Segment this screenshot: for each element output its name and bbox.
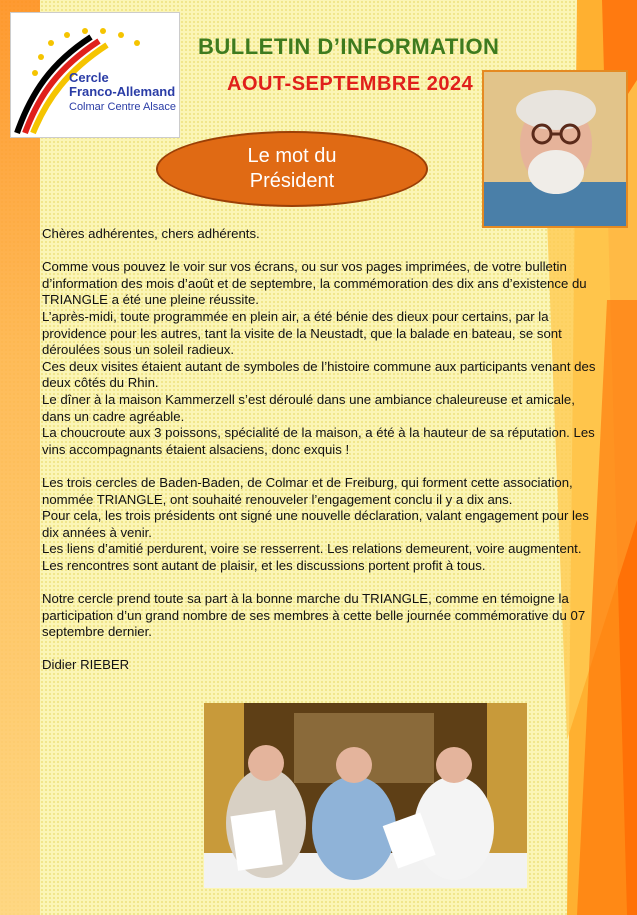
letter-paragraph: La choucroute aux 3 poissons, spécialité de la maison, a été à la hauteur de sa réputation. Les vins accompagnants étaient alsaciens, donc exquis ! xyxy=(42,425,595,457)
bulletin-title: BULLETIN D’INFORMATION xyxy=(198,34,500,59)
letter-paragraph: L’après-midi, toute programmée en plein air, a été bénie des dieux pour certains, par la providence pour les autres, tant la visite de la Neustadt, que la balade en bateau, se sont déroulées sous un soleil radieux. xyxy=(42,308,562,358)
logo-name xyxy=(69,71,175,99)
logo-location: Colmar Centre Alsace xyxy=(69,101,176,113)
section-heading xyxy=(156,131,428,207)
president-portrait xyxy=(482,70,628,228)
signing-photo-image xyxy=(204,703,527,888)
letter-paragraph: Le dîner à la maison Kammerzell s’est déroulé dans une ambiance chaleureuse et amicale, dans un cadre agréable. xyxy=(42,391,575,424)
letter-signature: Didier RIEBER xyxy=(42,657,130,673)
letter-paragraph: Les trois cercles de Baden-Baden, de Colmar et de Freiburg, qui forment cette association, nommée TRIANGLE, ont souhaité renouveler l’engagement conclu il y a dix ans. xyxy=(42,474,573,507)
section-heading-line1: Le mot du xyxy=(247,145,337,167)
signing-photo xyxy=(204,703,527,888)
letter-paragraph: Comme vous pouvez le voir sur vos écrans, ou sur vos pages imprimées, de votre bulletin d’information des mois d’août et de septembre, la commémoration des dix ans d’existence du TRIANGLE a été une pleine réussite. xyxy=(42,259,587,308)
letter-paragraph: Ces deux visites étaient autant de symboles de l’histoire commune aux participants venant des deux côtés du Rhin. xyxy=(42,358,596,391)
logo-name-line1: Cercle xyxy=(69,70,109,85)
letter-paragraph: Les liens d’amitié perdurent, voire se resserrent. Les relations demeurent, voire augmentent. Les rencontres sont autant de plaisir, et les discussions portent profit à tous. xyxy=(42,541,582,573)
portrait-image xyxy=(484,72,626,226)
letter-greeting: Chères adhérentes, chers adhérents. xyxy=(42,226,260,241)
letter-paragraph: Pour cela, les trois présidents ont signé une nouvelle déclaration, valant engagement pour les dix années à venir. xyxy=(42,508,589,540)
logo xyxy=(10,12,180,138)
president-letter xyxy=(42,226,597,674)
logo-name-line2: Franco-Allemand xyxy=(69,84,176,99)
letter-paragraph: Notre cercle prend toute sa part à la bonne marche du TRIANGLE, comme en témoigne la participation d’un grand nombre de ses membres à cette belle journée commémorative du 07 septembre dernier. xyxy=(42,591,586,640)
bulletin-period: AOUT-SEPTEMBRE 2024 xyxy=(227,73,474,95)
section-heading-line2: Président xyxy=(249,170,335,192)
